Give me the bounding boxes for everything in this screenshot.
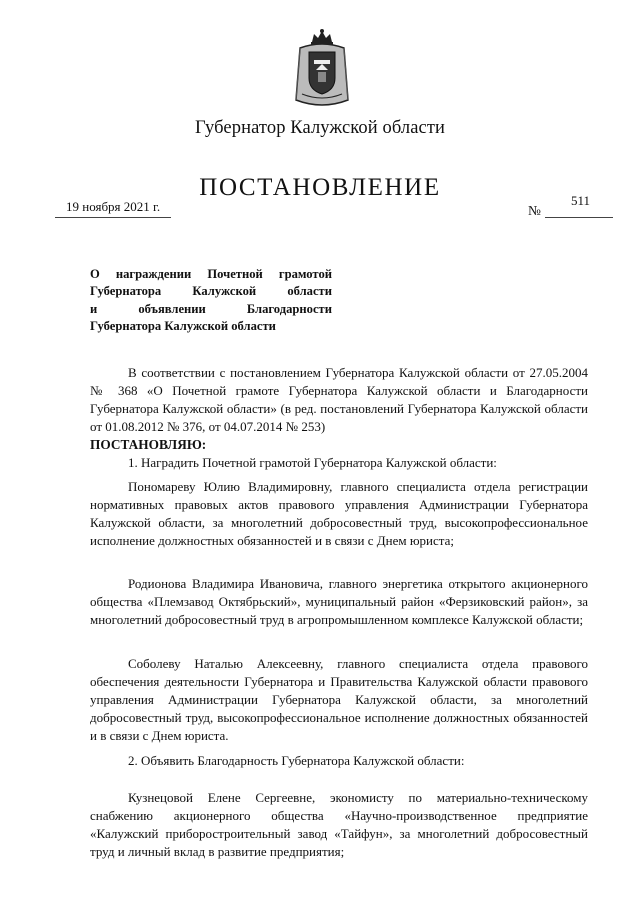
award-paragraph-3 <box>90 655 588 745</box>
thanks-paragraph-1 <box>90 789 588 861</box>
date-underline <box>55 217 171 218</box>
award-text: Соболеву Наталью Алексеевну, главного специалиста отдела правового обеспечения деятельности Губернатора и Правительства Калужской области правового управления Администрации Губернатора Калужской области, за многолетний добросовестный труд, высокопрофессиональное исполнение должностных обязанностей и в связи с Днем юриста. <box>90 656 588 743</box>
coat-of-arms-emblem <box>292 28 352 110</box>
number-underline <box>545 217 613 218</box>
subject-line: и объявлении Благодарности <box>90 301 332 316</box>
document-subject <box>90 266 332 335</box>
document-date: 19 ноября 2021 г. <box>66 199 161 214</box>
award-paragraph-2 <box>90 575 588 629</box>
preamble-paragraph: В соответствии с постановлением Губернатора Калужской области от 27.05.2004 № 368 «О Почетной грамоте Губернатора Калужской области и Благодарности Губернатора Калужской области» (в ред. постановлений Губернатора Калужской области от 01.08.2012 № 376, от 04.07.2014 № 253) <box>90 365 588 434</box>
item-1-heading: 1. Наградить Почетной грамотой Губернатора Калужской области: <box>128 455 497 470</box>
document-type-title: ПОСТАНОВЛЕНИЕ <box>199 174 441 201</box>
item-2-heading: 2. Объявить Благодарность Губернатора Калужской области: <box>128 753 465 768</box>
issuing-authority-title: Губернатор Калужской области <box>194 118 446 138</box>
preamble-block <box>90 364 588 472</box>
award-text: Пономареву Юлию Владимировну, главного специалиста отдела регистрации нормативных правовых актов правового управления Администрации Губернатора Калужской области, за многолетний добросовестный труд, высокопрофессиональное исполнение должностных обязанностей и в связи с Днем юриста; <box>90 479 588 548</box>
subject-line: О награждении Почетной грамотой <box>90 267 332 281</box>
award-paragraph-1 <box>90 478 588 550</box>
subject-line: Губернатора Калужской области <box>90 318 276 333</box>
subject-line: Губернатора Калужской области <box>90 284 332 299</box>
thanks-text: Кузнецовой Елене Сергеевне, экономисту по материально-техническому снабжению акционерного общества «Научно-производственное предприятие «Калужский приборостроительный завод «Тайфун», за многолетний добросовестный труд и личный вклад в развитие предприятия; <box>90 790 588 859</box>
document-number: 511 <box>571 193 591 208</box>
award-text: Родионова Владимира Ивановича, главного энергетика открытого акционерного общества «Племзавод Октябрьский», муниципальный район «Ферзиковский район», за многолетний добросовестный труд в агропромышленном комплексе Калужской области; <box>90 576 588 627</box>
decree-heading: ПОСТАНОВЛЯЮ: <box>90 437 207 452</box>
item-2-heading-block <box>90 752 588 770</box>
number-sign: № <box>528 203 541 218</box>
